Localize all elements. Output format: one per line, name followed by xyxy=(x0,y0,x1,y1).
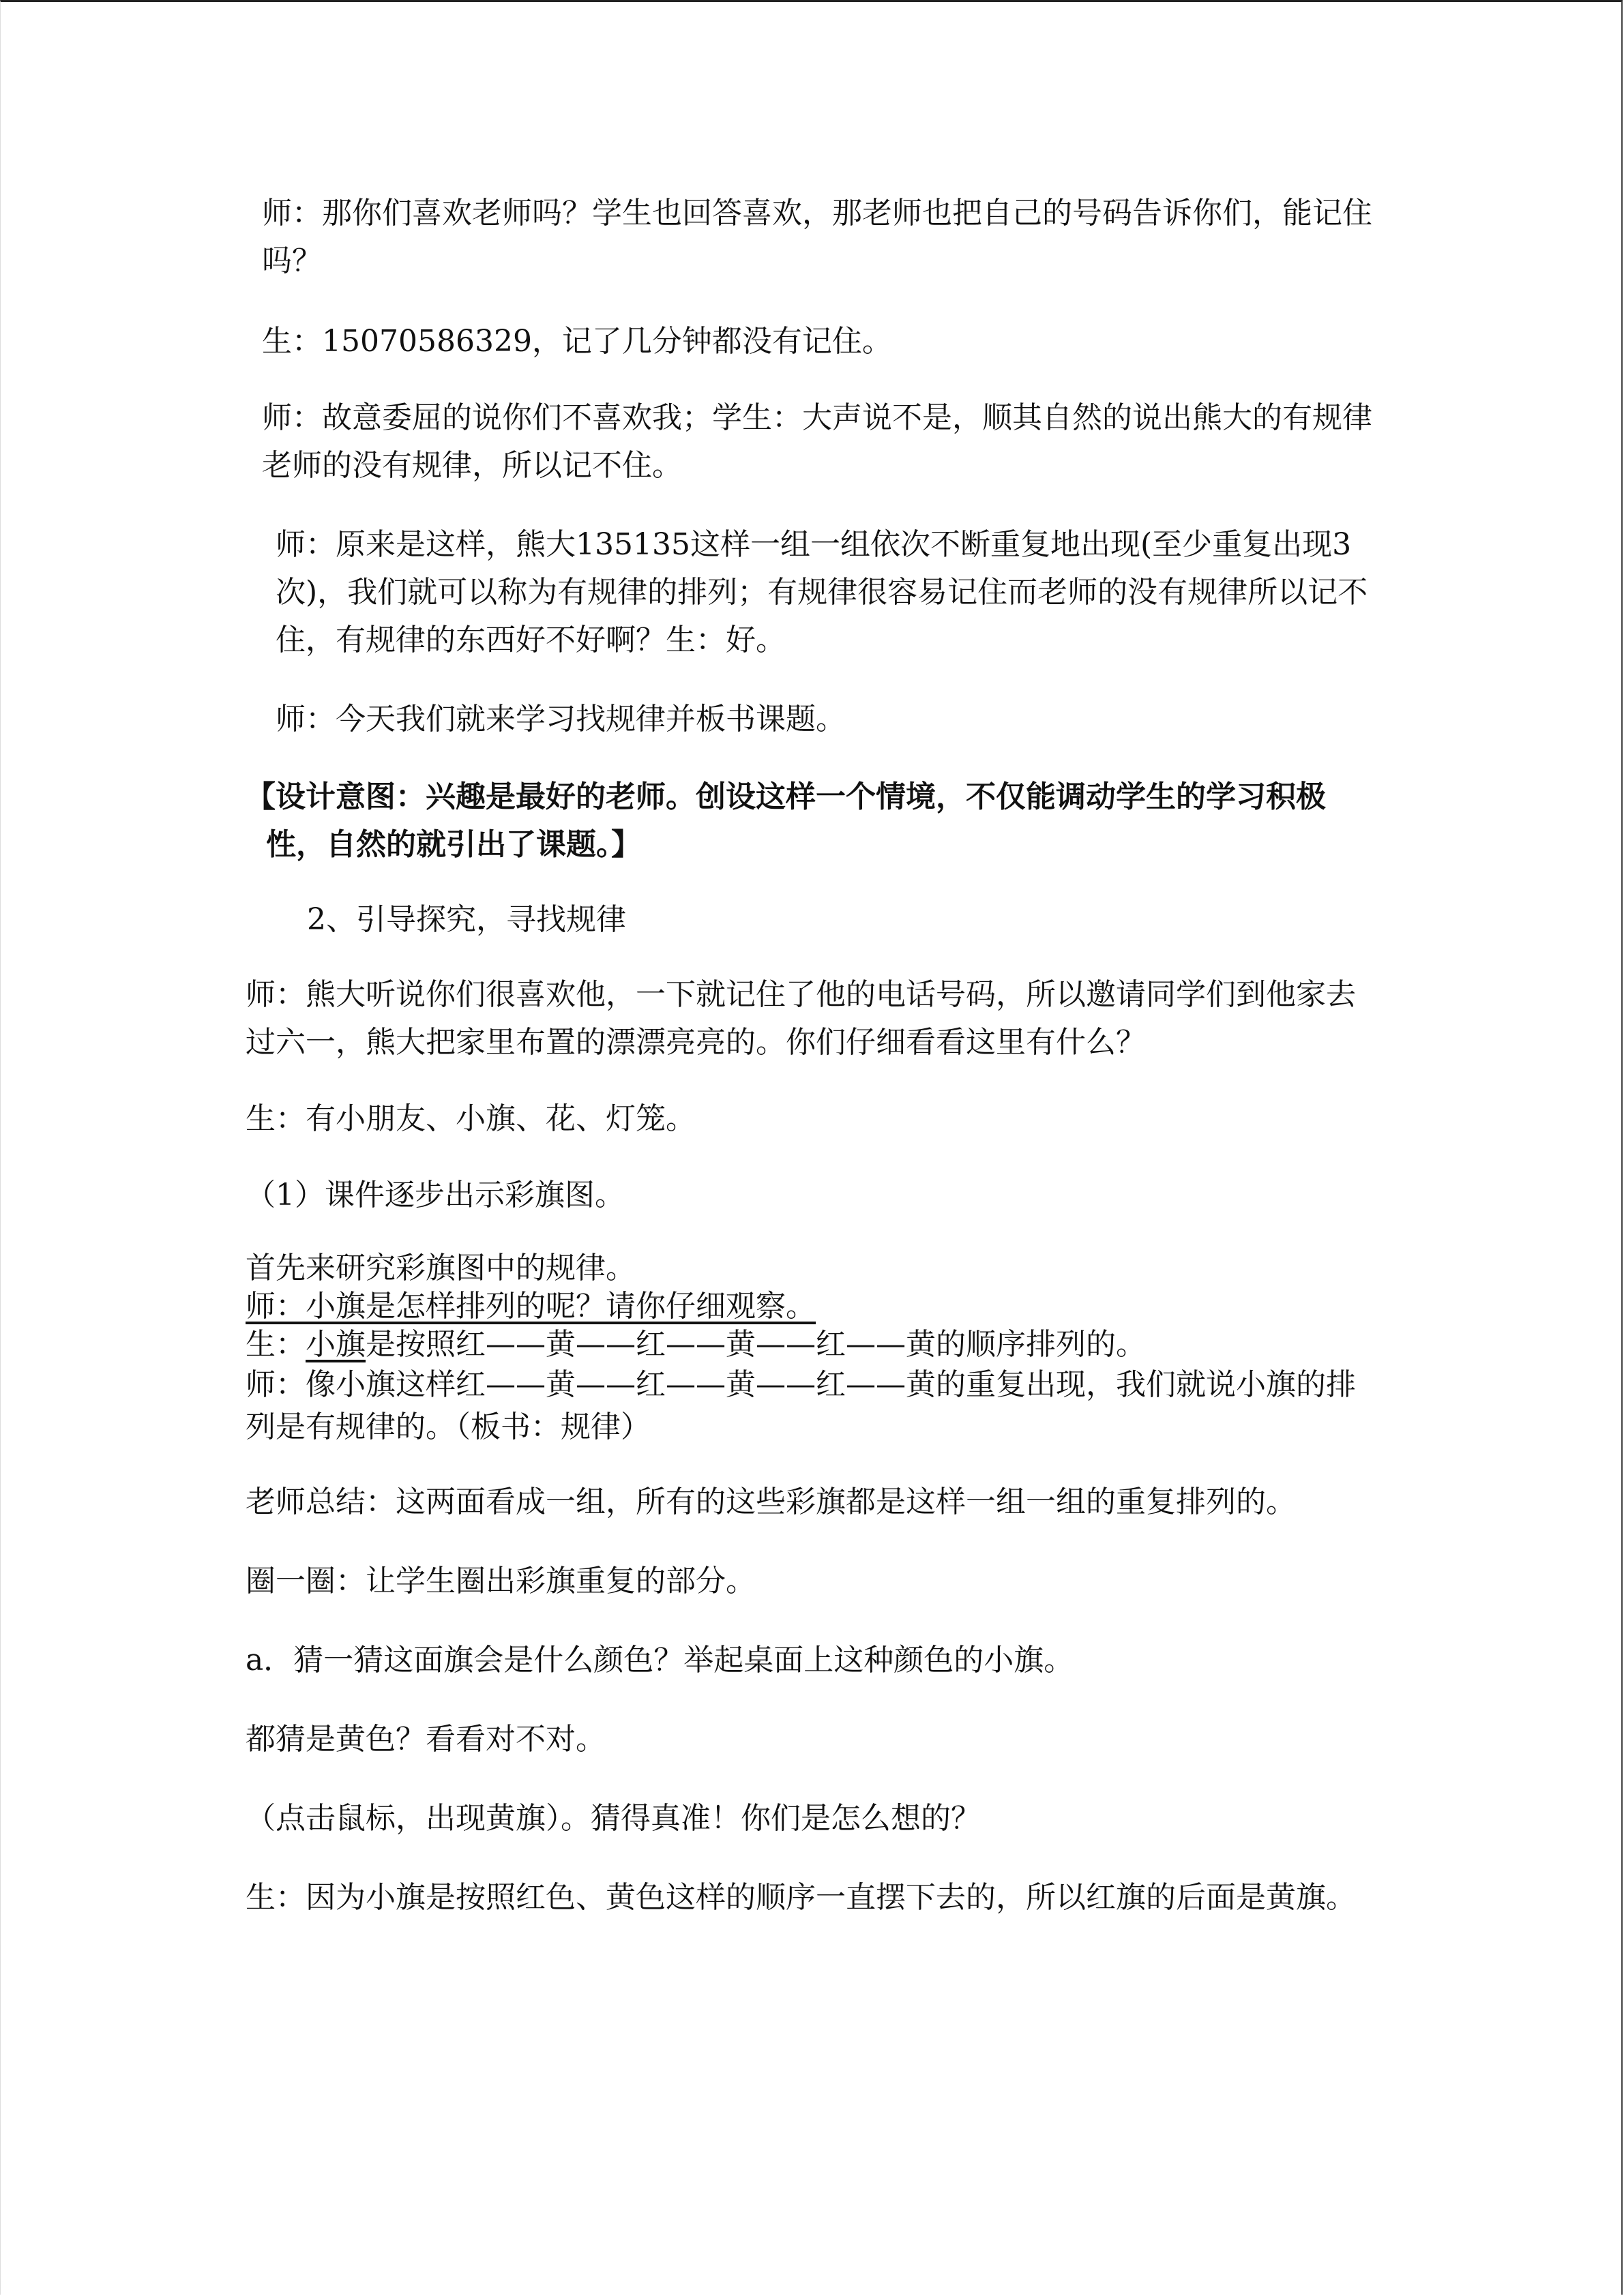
paragraph-student-reason: 生：因为小旗是按照红色、黄色这样的顺序一直摆下去的，所以红旗的后面是黄旗。 xyxy=(246,1880,1356,1915)
paragraph-step-1: （1）课件逐步出示彩旗图。 xyxy=(246,1178,625,1212)
paragraph-study-flags: 首先来研究彩旗图中的规律。 xyxy=(246,1251,636,1285)
paragraph-student-answer-items: 生：有小朋友、小旗、花、灯笼。 xyxy=(246,1101,696,1136)
paragraph-circle-activity: 圈一圈：让学生圈出彩旗重复的部分。 xyxy=(246,1564,756,1598)
paragraph-teacher-explanation: 师：原来是这样，熊大135135这样一组一组依次不断重复地出现(至少重复出现3次)，我们就可以称为有规律的排列；有规律很容易记住而老师的没有规律所以记不住，有规律的东西好不好啊？生：好。 xyxy=(276,527,1368,657)
speaker-prefix: 生： xyxy=(246,1327,306,1362)
paragraph-click-reveal: （点击鼠标，出现黄旗）。猜得真准！你们是怎么想的？ xyxy=(246,1801,981,1836)
paragraph-teacher-question: 师：那你们喜欢老师吗？学生也回答喜欢，那老师也把自己的号码告诉你们，能记住吗？ xyxy=(262,196,1372,278)
paragraph-teacher-pattern: 师：像小旗这样红——黄——红——黄——红——黄的重复出现，我们就说小旗的排列是有规律的。（板书：规律） xyxy=(246,1367,1356,1444)
document-body xyxy=(246,190,1378,1922)
paragraph-all-guess-yellow: 都猜是黄色？看看对不对。 xyxy=(246,1722,606,1757)
sentence-rest: 是按照红——黄——红——黄——红——黄的顺序排列的。 xyxy=(366,1327,1146,1362)
paragraph-teacher-observe: 师：小旗是怎样排列的呢？请你仔细观察。 xyxy=(246,1289,816,1324)
paragraph-student-flag-order xyxy=(246,1326,1378,1364)
paragraph-teacher-summary: 老师总结：这两面看成一组，所有的这些彩旗都是这样一组一组的重复排列的。 xyxy=(246,1485,1296,1519)
paragraph-design-intent: 【设计意图：兴趣是最好的老师。创设这样一个情境，不仅能调动学生的学习积极性，自然的就引出了课题。】 xyxy=(246,779,1326,862)
paragraph-teacher-topic: 师：今天我们就来学习找规律并板书课题。 xyxy=(276,702,846,736)
section-heading-guided-inquiry: 2、引导探究，寻找规律 xyxy=(307,902,626,937)
paragraph-student-number: 生：15070586329，记了几分钟都没有记住。 xyxy=(262,324,892,359)
paragraph-guess-color: a．猜一猜这面旗会是什么颜色？举起桌面上这种颜色的小旗。 xyxy=(246,1643,1074,1678)
paragraph-teacher-invitation: 师：熊大听说你们很喜欢他，一下就记住了他的电话号码，所以邀请同学们到他家去过六一，熊大把家里布置的漂漂亮亮的。你们仔细看看这里有什么？ xyxy=(246,977,1356,1060)
underlined-word: 小旗 xyxy=(306,1327,366,1362)
paragraph-teacher-aggrieved: 师：故意委屈的说你们不喜欢我；学生：大声说不是，顺其自然的说出熊大的有规律老师的没有规律，所以记不住。 xyxy=(262,400,1372,483)
